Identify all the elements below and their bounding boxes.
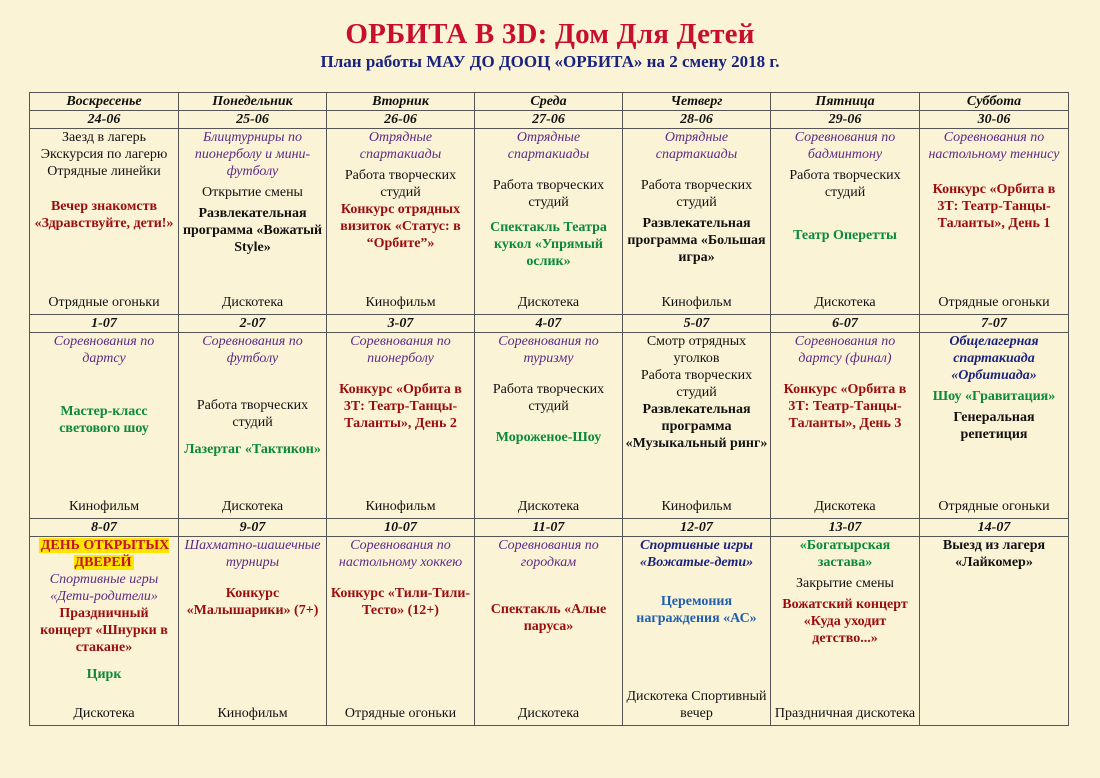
day-name: Пятница xyxy=(771,93,920,111)
date-cell: 24-06 xyxy=(30,111,179,129)
date-cell: 14-07 xyxy=(920,519,1069,537)
day-events-cell xyxy=(920,129,1069,315)
date-cell: 25-06 xyxy=(179,111,327,129)
events-row xyxy=(30,129,1069,315)
date-cell: 1-07 xyxy=(30,315,179,333)
sport-event: Соревнования по пионерболу xyxy=(350,334,451,366)
evening-event: Дискотека xyxy=(221,499,284,514)
day-events-cell xyxy=(623,129,771,315)
main-event: Конкурс отрядных визиток «Статус: в “Орбите”» xyxy=(340,202,461,251)
date-cell: 11-07 xyxy=(475,519,623,537)
day-events-cell xyxy=(623,537,771,726)
evening-event: Дискотека xyxy=(517,706,580,721)
day-events-cell xyxy=(179,333,327,519)
day-events-cell xyxy=(771,537,920,726)
date-cell: 5-07 xyxy=(623,315,771,333)
sport-event: Отрядные спартакиады xyxy=(359,130,442,162)
departure-event: Выезд из лагеря «Лайкомер» xyxy=(942,538,1046,570)
main-event: Мороженое-Шоу xyxy=(495,430,602,445)
main-event: Конкурс «Тили-Тили-Тесто» (12+) xyxy=(330,586,471,618)
event-item: Генеральная репетиция xyxy=(953,410,1035,442)
date-cell: 30-06 xyxy=(920,111,1069,129)
day-name: Воскресенье xyxy=(30,93,179,111)
evening-event: Кинофильм xyxy=(217,706,288,721)
evening-event: Дискотека xyxy=(814,295,876,310)
event-item: Работа творческих студий xyxy=(492,178,605,210)
event-item: Работа творческих студий xyxy=(344,168,457,200)
open-day-label: ДЕНЬ ОТКРЫТЫХ ДВЕРЕЙ xyxy=(40,538,170,570)
sport-event: Соревнования по дартсу (финал) xyxy=(794,334,896,366)
day-events-cell xyxy=(475,129,623,315)
main-event: Развлекательная программа «Музыкальный ринг» xyxy=(625,402,768,451)
day-events-cell xyxy=(30,129,179,315)
main-event: Конкурс «Орбита в 3Т: Театр-Танцы-Таланты», День 1 xyxy=(932,182,1056,231)
day-events-cell xyxy=(30,537,179,726)
main-event: Развлекательная программа «Большая игра» xyxy=(627,216,766,265)
events-row xyxy=(30,333,1069,519)
day-events-cell xyxy=(771,129,920,315)
day-events-cell xyxy=(920,537,1069,726)
evening-event: Кинофильм xyxy=(365,499,436,514)
evening-event: Дискотека xyxy=(73,706,135,721)
day-events-cell xyxy=(179,129,327,315)
main-event: Церемония награждения «АС» xyxy=(636,594,757,626)
date-cell: 28-06 xyxy=(623,111,771,129)
open-day-tag xyxy=(32,537,176,571)
event-item: Работа творческих студий xyxy=(492,382,605,414)
date-cell: 8-07 xyxy=(30,519,179,537)
evening-event: Отрядные огоньки xyxy=(344,706,457,721)
date-row xyxy=(30,315,1069,333)
date-row xyxy=(30,519,1069,537)
evening-event: Праздничная дискотека xyxy=(774,706,916,721)
date-cell: 6-07 xyxy=(771,315,920,333)
day-name: Суббота xyxy=(920,93,1069,111)
evening-event: Кинофильм xyxy=(661,499,732,514)
page-subtitle: План работы МАУ ДО ДООЦ «ОРБИТА» на 2 смену 2018 г. xyxy=(320,52,780,71)
sport-event: «Богатырская застава» xyxy=(799,538,891,570)
date-cell: 7-07 xyxy=(920,315,1069,333)
day-events-cell xyxy=(30,333,179,519)
main-event: Спектакль Театра кукол «Упрямый ослик» xyxy=(490,220,607,269)
event-item: Работа творческих студий xyxy=(789,168,901,200)
date-cell: 4-07 xyxy=(475,315,623,333)
evening-event: Кинофильм xyxy=(68,499,140,514)
event-item: Работа творческих студий xyxy=(640,178,753,210)
sport-event: Соревнования по настольному теннису xyxy=(928,130,1060,162)
event-item: Заезд в лагерь xyxy=(62,130,146,145)
event-item: Отрядные линейки xyxy=(47,164,161,179)
day-events-cell xyxy=(771,333,920,519)
main-event: Театр Оперетты xyxy=(793,228,897,243)
sport-event: Блицтурниры по пионерболу и мини-футболу xyxy=(194,130,311,179)
sport-event: Соревнования по туризму xyxy=(498,334,599,366)
day-events-cell xyxy=(623,333,771,519)
main-event: Конкурс «Малышарики» (7+) xyxy=(186,586,319,618)
date-cell: 2-07 xyxy=(179,315,327,333)
extra-event: Цирк xyxy=(86,667,122,682)
evening-event: Дискотека xyxy=(517,295,580,310)
sport-event: Шахматно-шашечные турниры xyxy=(184,538,321,570)
day-events-cell xyxy=(920,333,1069,519)
date-cell: 12-07 xyxy=(623,519,771,537)
date-cell: 29-06 xyxy=(771,111,920,129)
sport-event: Соревнования по городкам xyxy=(498,538,599,570)
day-name: Вторник xyxy=(327,93,475,111)
evening-event: Отрядные огоньки xyxy=(48,295,160,310)
event-item: Открытие смены xyxy=(202,185,303,200)
evening-event: Дискотека xyxy=(814,499,876,514)
sport-event: Соревнования по бадминтону xyxy=(794,130,896,162)
day-events-cell xyxy=(327,333,475,519)
day-events-cell xyxy=(179,537,327,726)
event-item: Смотр отрядных уголков xyxy=(646,334,747,366)
day-name: Четверг xyxy=(623,93,771,111)
evening-event: Дискотека Спортивный вечер xyxy=(626,689,767,721)
sport-event: Общелагерная спартакиада «Орбитиада» xyxy=(949,334,1039,383)
main-event: Спектакль «Алые паруса» xyxy=(490,602,607,634)
main-event: Вечер знакомств «Здравствуйте, дети!» xyxy=(34,199,174,231)
schedule-table xyxy=(29,92,1069,726)
sport-event: Спортивные игры «Вожатые-дети» xyxy=(639,538,754,570)
sport-event: Соревнования по настольному хоккею xyxy=(338,538,463,570)
events-row xyxy=(30,537,1069,726)
main-event: Развлекательная программа «Вожатый Style» xyxy=(182,206,323,255)
date-cell: 10-07 xyxy=(327,519,475,537)
day-header-row xyxy=(30,93,1069,111)
event-item: Работа творческих студий xyxy=(196,398,309,430)
date-cell: 13-07 xyxy=(771,519,920,537)
sport-event: Соревнования по дартсу xyxy=(53,334,155,366)
event-item: Закрытие смены xyxy=(796,576,894,591)
evening-event: Кинофильм xyxy=(365,295,436,310)
date-cell: 3-07 xyxy=(327,315,475,333)
sport-event: Отрядные спартакиады xyxy=(507,130,590,162)
main-event: Конкурс «Орбита в 3Т: Театр-Танцы-Таланты», День 3 xyxy=(783,382,907,431)
date-cell: 26-06 xyxy=(327,111,475,129)
event-item: Работа творческих студий xyxy=(640,368,753,400)
evening-event: Дискотека xyxy=(221,295,284,310)
sport-event: Спортивные игры «Дети-родители» xyxy=(49,572,159,604)
evening-event: Отрядные огоньки xyxy=(938,295,1050,310)
evening-event: Отрядные огоньки xyxy=(938,499,1050,514)
main-event: Праздничный концерт «Шнурки в стакане» xyxy=(40,606,168,655)
day-name: Понедельник xyxy=(179,93,327,111)
main-event: Конкурс «Орбита в 3Т: Театр-Танцы-Таланты», День 2 xyxy=(339,382,462,431)
date-cell: 9-07 xyxy=(179,519,327,537)
main-event: Лазертаг «Тактикон» xyxy=(184,442,321,457)
sport-event: Соревнования по футболу xyxy=(202,334,303,366)
evening-event: Дискотека xyxy=(517,499,580,514)
page-title: ОРБИТА В 3D: Дом Для Детей xyxy=(345,18,755,50)
evening-event: Кинофильм xyxy=(661,295,732,310)
day-events-cell xyxy=(475,537,623,726)
day-events-cell xyxy=(327,537,475,726)
day-events-cell xyxy=(327,129,475,315)
sport-event: Отрядные спартакиады xyxy=(655,130,738,162)
day-name: Среда xyxy=(475,93,623,111)
main-event: Шоу «Гравитация» xyxy=(932,389,1056,404)
main-event: Мастер-класс светового шоу xyxy=(59,404,149,436)
date-cell: 27-06 xyxy=(475,111,623,129)
event-item: Экскурсия по лагерю xyxy=(40,147,168,162)
date-row xyxy=(30,111,1069,129)
main-event: Вожатский концерт «Куда уходит детство...» xyxy=(782,597,908,646)
day-events-cell xyxy=(475,333,623,519)
